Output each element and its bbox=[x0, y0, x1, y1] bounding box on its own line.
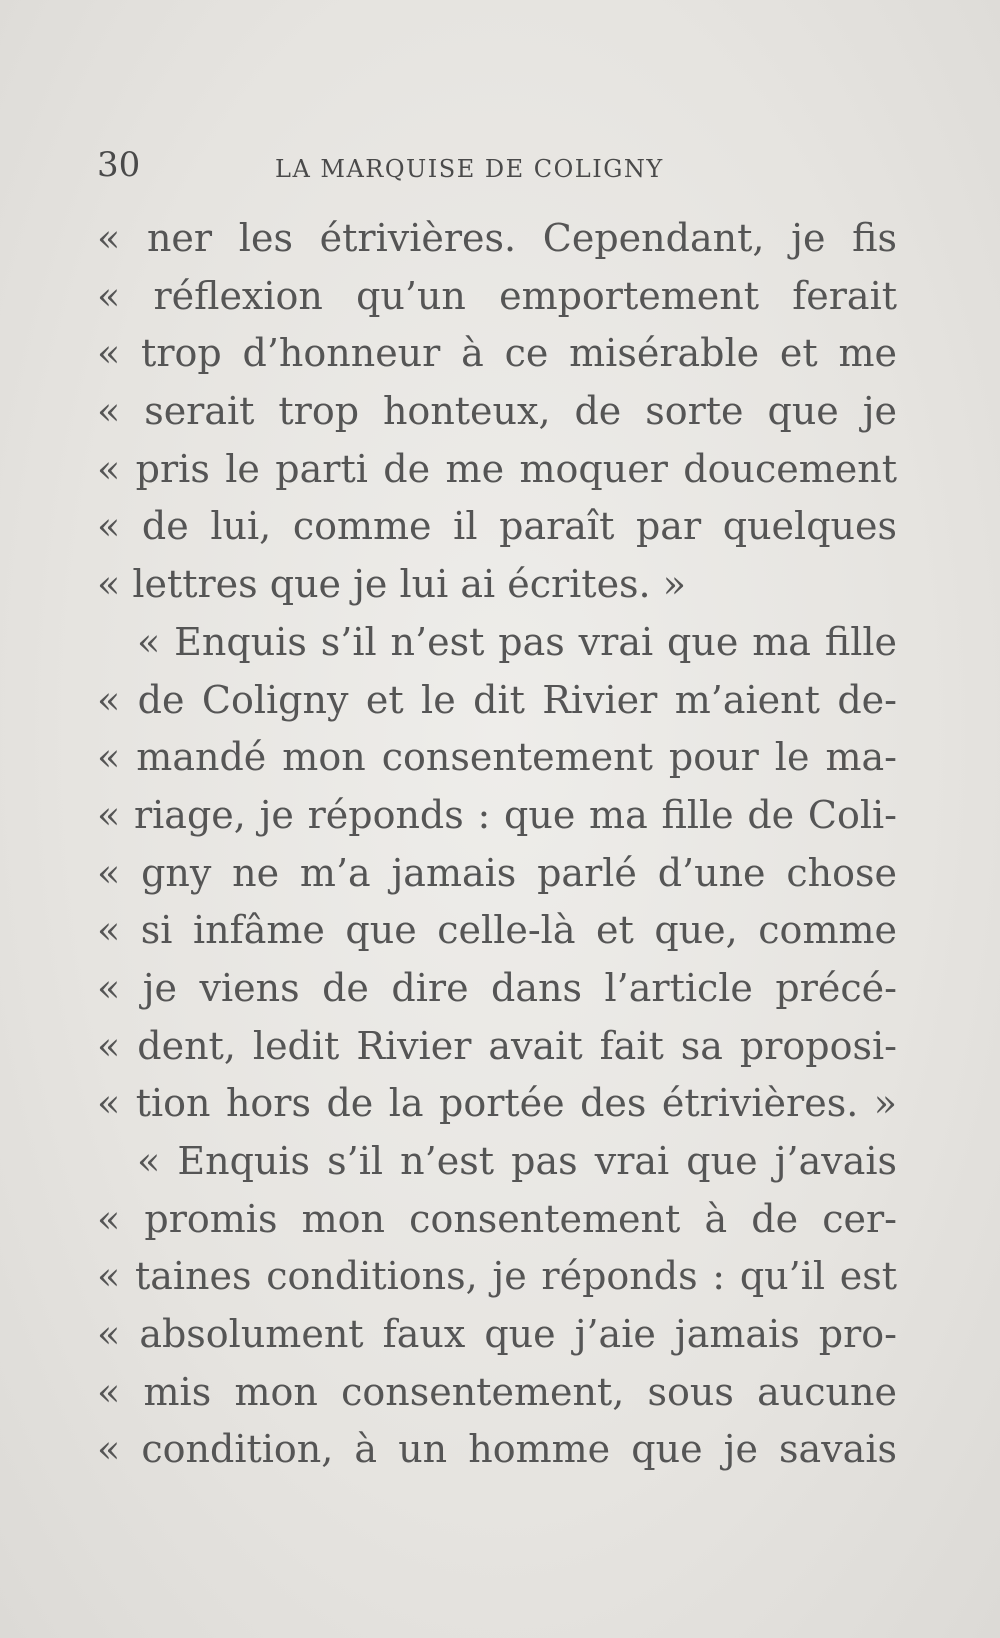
text-line: « serait trop honteux, de sorte que je bbox=[97, 389, 897, 434]
text-line: « promis mon consentement à de cer- bbox=[97, 1196, 897, 1241]
text-line: « condition, à un homme que je savais bbox=[97, 1427, 897, 1472]
text-line: « je viens de dire dans l’article précé- bbox=[97, 965, 897, 1010]
text-line: « ner les étrivières. Cependant, je fis bbox=[97, 216, 897, 260]
text-line: « pris le parti de me moquer doucement bbox=[97, 446, 897, 491]
text-line: « de lui, comme il paraît par quelques bbox=[97, 504, 897, 549]
paragraph-start-line: « Enquis s’il n’est pas vrai que ma fille bbox=[137, 619, 897, 664]
body-text bbox=[97, 210, 897, 1479]
text-line: « taines conditions, je réponds : qu’il est bbox=[97, 1254, 897, 1299]
text-line: « gny ne m’a jamais parlé d’une chose bbox=[97, 850, 897, 895]
text-line: « absolument faux que j’aie jamais pro- bbox=[97, 1312, 897, 1357]
text-line: « mandé mon consentement pour le ma- bbox=[97, 735, 897, 780]
paragraph-start-line: « Enquis s’il n’est pas vrai que j’avais bbox=[137, 1139, 897, 1183]
text-line: « mis mon consentement, sous aucune bbox=[97, 1369, 897, 1414]
page-number: 30 bbox=[97, 145, 141, 185]
text-line: « lettres que je lui ai écrites. » bbox=[97, 562, 686, 607]
text-line: « trop d’honneur à ce misérable et me bbox=[97, 331, 897, 376]
running-head: LA MARQUISE DE COLIGNY bbox=[275, 155, 664, 183]
text-line: « de Coligny et le dit Rivier m’aient de- bbox=[97, 677, 897, 722]
text-line: « réflexion qu’un emportement ferait bbox=[97, 273, 897, 318]
text-line: « riage, je réponds : que ma fille de Coli- bbox=[97, 792, 897, 837]
text-line: « dent, ledit Rivier avait fait sa proposi- bbox=[97, 1023, 897, 1068]
text-line: « si infâme que celle-là et que, comme bbox=[97, 908, 897, 953]
page-header bbox=[97, 140, 897, 190]
text-line: « tion hors de la portée des étrivières. » bbox=[97, 1081, 897, 1126]
